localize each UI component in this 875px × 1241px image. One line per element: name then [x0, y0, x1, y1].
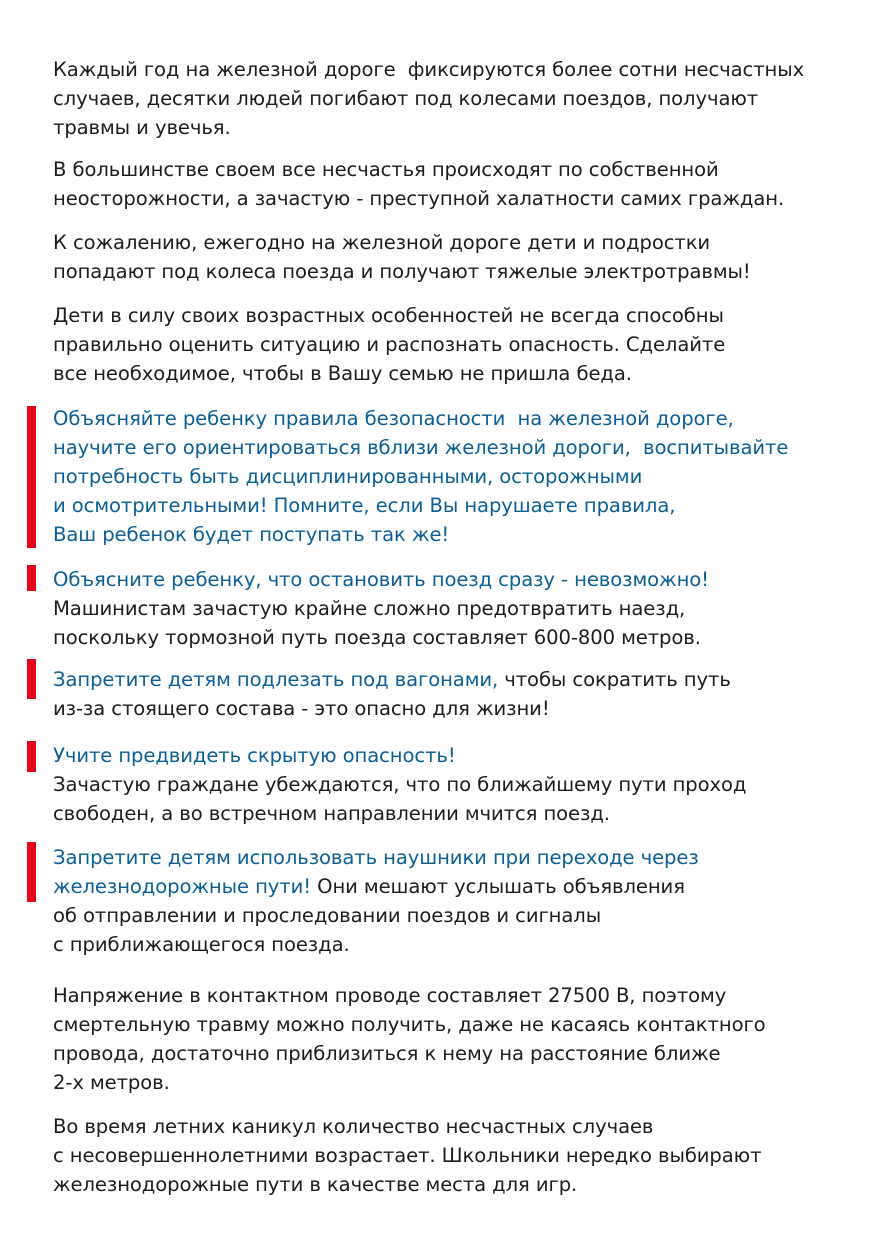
text-line: Запретите детям подлезать под вагонами, чтобы сократить путь [53, 668, 731, 691]
text-line: травмы и увечья. [53, 116, 231, 139]
text-line: Каждый год на железной дороге фиксируются более сотни несчастных [53, 58, 805, 81]
text-line: научите его ориентироваться вблизи железной дороги, воспитывайте [53, 436, 789, 459]
text-line: Машинистам зачастую крайне сложно предотвратить наезд, [53, 597, 686, 620]
text-line: из-за стоящего состава - это опасно для жизни! [53, 697, 550, 720]
text-line: поскольку тормозной путь поезда составляет 600-800 метров. [53, 626, 701, 649]
text-line: К сожалению, ежегодно на железной дороге дети и подростки [53, 231, 711, 254]
red-marker-bar [27, 565, 36, 591]
paragraph [53, 228, 853, 286]
text-line: правильно оценить ситуацию и распознать опасность. Сделайте [53, 333, 726, 356]
text-line: с несовершеннолетними возрастает. Школьники нередко выбирают [53, 1144, 762, 1167]
text-line: Во время летних каникул количество несчастных случаев [53, 1115, 654, 1138]
highlighted-paragraph [53, 404, 853, 549]
highlighted-paragraph [53, 843, 853, 959]
text-line: Зачастую граждане убеждаются, что по ближайшему пути проход [53, 773, 747, 796]
text-line: В большинстве своем все несчастья происходят по собственной [53, 158, 719, 181]
paragraph [53, 155, 853, 213]
text-line: случаев, десятки людей погибают под колесами поездов, получают [53, 87, 759, 110]
text-line: смертельную травму можно получить, даже не касаясь контактного [53, 1013, 766, 1036]
text-line: провода, достаточно приблизиться к нему на расстояние ближе [53, 1042, 721, 1065]
text-line: Напряжение в контактном проводе составляет 27500 В, поэтому [53, 984, 727, 1007]
text-line: Запретите детям использовать наушники при переходе через [53, 846, 699, 869]
text-line: свободен, а во встречном направлении мчится поезд. [53, 802, 610, 825]
highlighted-paragraph [53, 741, 853, 828]
text-line: Объясняйте ребенку правила безопасности на железной дороге, [53, 407, 734, 430]
paragraph [53, 1112, 853, 1199]
text-line: Учите предвидеть скрытую опасность! [53, 744, 456, 767]
highlighted-paragraph [53, 665, 853, 723]
text-line: все необходимое, чтобы в Вашу семью не пришла беда. [53, 362, 632, 385]
paragraph [53, 981, 853, 1097]
red-marker-bar [27, 659, 36, 699]
red-marker-bar [27, 741, 36, 772]
text-line: Дети в силу своих возрастных особенностей не всегда способны [53, 304, 724, 327]
paragraph [53, 301, 853, 388]
text-line: Ваш ребенок будет поступать так же! [53, 523, 450, 546]
text-line: попадают под колеса поезда и получают тяжелые электротравмы! [53, 260, 751, 283]
text-line: с приближающегося поезда. [53, 933, 350, 956]
text-line: и осмотрительными! Помните, если Вы нарушаете правила, [53, 494, 676, 517]
text-line: потребность быть дисциплинированными, осторожными [53, 465, 643, 488]
red-marker-bar [27, 842, 36, 902]
text-line: об отправлении и проследовании поездов и сигналы [53, 904, 602, 927]
text-line: железнодорожные пути! Они мешают услышать объявления [53, 875, 685, 898]
highlighted-paragraph [53, 565, 853, 652]
red-marker-bar [27, 406, 36, 548]
text-line: Объясните ребенку, что остановить поезд сразу - невозможно! [53, 568, 709, 591]
text-line: 2-х метров. [53, 1071, 170, 1094]
text-line: неосторожности, а зачастую - преступной халатности самих граждан. [53, 187, 785, 210]
text-line: железнодорожные пути в качестве места для игр. [53, 1173, 578, 1196]
paragraph [53, 55, 853, 142]
